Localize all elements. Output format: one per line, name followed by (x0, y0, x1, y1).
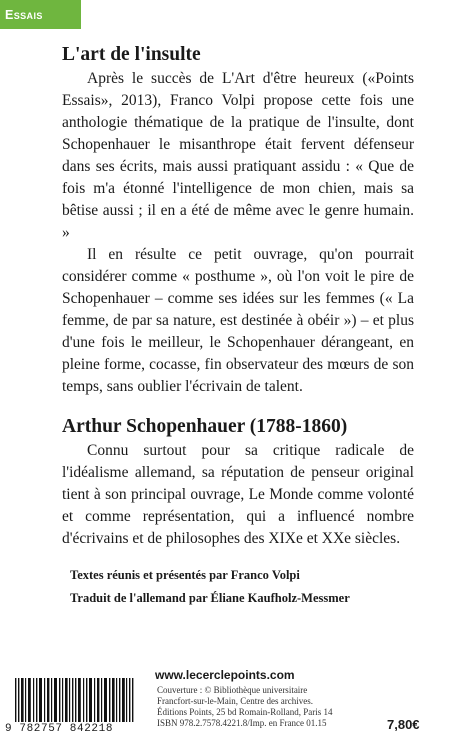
isbn-line: ISBN 978.2.7578.4221.8/Imp. en France 01.15 (157, 718, 327, 728)
collection-badge (0, 0, 81, 29)
cover-credit-line1: Couverture : © Bibliothèque universitaire (157, 685, 308, 695)
translator-credit: Traduit de l'allemand par Éliane Kaufholz-Messmer (70, 591, 350, 605)
barcode-digits: 9 782757 842218 (5, 722, 148, 736)
website-link[interactable]: www.lecerclepoints.com (155, 668, 295, 682)
cover-credit-line2: Francfort-sur-le-Main, Centre des archives. (157, 696, 314, 706)
paragraph-result: Il en résulte ce petit ouvrage, qu'on pourrait considérer comme « posthume », où l'on voit le pire de Schopenhauer – comme ses idées sur les femmes (« La femme, de par sa nature, est destinée à obéir ») – et plus d'une fois le meilleur, le Schopenhauer dérangeant, en pleine forme, cocasse, fin observateur des mœurs de son temps, sans oublier l'écrivain de talent. (62, 246, 414, 395)
credits (62, 564, 414, 610)
back-cover-text (62, 42, 414, 610)
footer (0, 668, 450, 743)
section-title-insulte: L'art de l'insulte (62, 44, 201, 65)
small-print (157, 685, 333, 729)
paragraph-author-bio: Connu surtout pour sa critique radicale de l'idéalisme allemand, sa réputation de penseur original tient à son principal ouvrage, Le Monde comme volonté et comme représentation, qui a influencé nombre d'écrivains et de philosophes des XIXe et XXe siècles. (62, 442, 414, 547)
editor-credit: Textes réunis et présentés par Franco Volpi (70, 568, 300, 582)
collection-badge-label: Essais (5, 7, 43, 22)
paragraph-intro: Après le succès de L'Art d'être heureux («Points Essais», 2013), Franco Volpi propose cette fois une anthologie thématique de la pratique de l'insulte, dont Schopenhauer le misanthrope était fervent défenseur dans ses écrits, mais aussi pratiquant assidu : « Que de fois m'a étonné l'intelligence de mon chien, mais sa bêtise aussi ; il en a été de même avec le genre humain. » (62, 70, 414, 241)
section-title-author: Arthur Schopenhauer (1788-1860) (62, 416, 348, 437)
price: 7,80€ (387, 717, 420, 732)
publisher-address: Éditions Points, 25 bd Romain-Rolland, Paris 14 (157, 707, 333, 717)
